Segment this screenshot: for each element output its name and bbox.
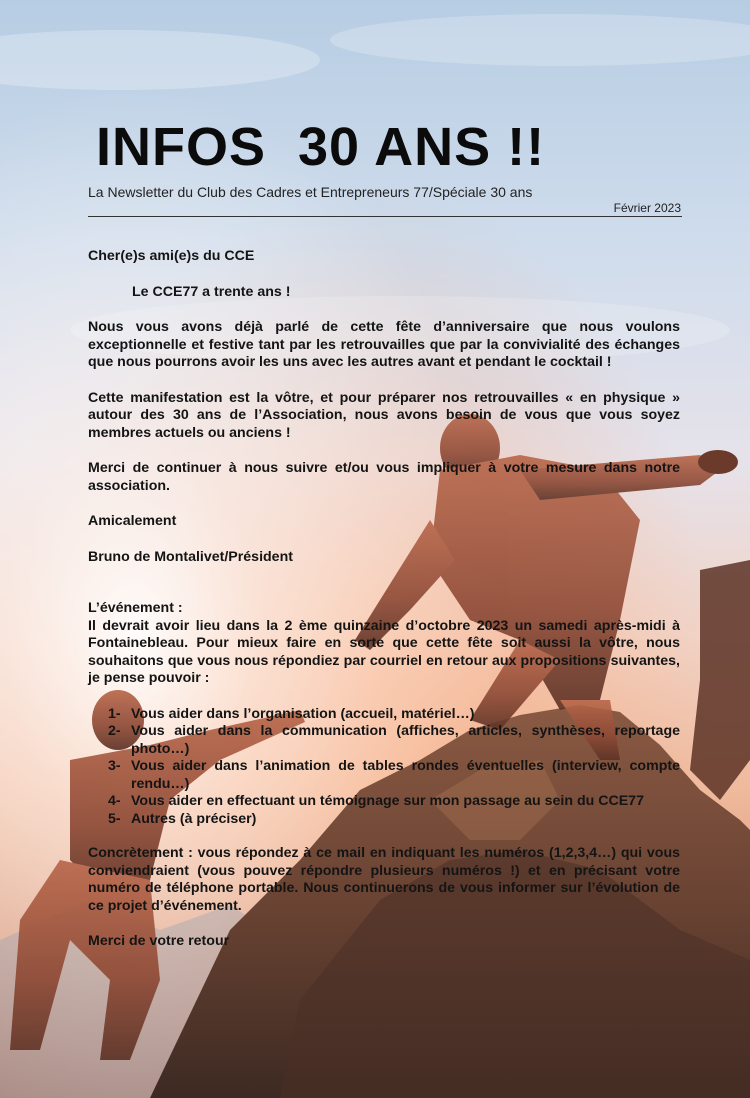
list-text: Vous aider dans la communication (affiches, articles, synthèses, reportage photo…) xyxy=(131,723,680,757)
issue-date: Février 2023 xyxy=(613,201,681,215)
list-item xyxy=(108,758,680,793)
list-item xyxy=(108,793,680,811)
event-heading: L’événement : xyxy=(88,600,183,616)
paragraph-anniversary: Nous vous avons déjà parlé de cette fête d’anniversaire que nous voulons exceptionnelle et festive tant par les retrouvailles que par la convivialité des échanges que nous pourrons avoir les uns avec les autres avant et pendant le cocktail ! xyxy=(88,319,680,370)
list-text: Vous aider en effectuant un témoignage sur mon passage au sein du CCE77 xyxy=(131,793,644,809)
list-number: 3- xyxy=(108,758,121,774)
list-number: 1- xyxy=(108,705,121,722)
thanks: Merci de votre retour xyxy=(88,933,230,949)
list-text: Vous aider dans l’organisation (accueil, matériel…) xyxy=(131,705,475,722)
list-number: 4- xyxy=(108,793,121,809)
paragraph-support: Merci de continuer à nous suivre et/ou vous impliquer à votre mesure dans notre association. xyxy=(88,460,680,494)
list-text: Autres (à préciser) xyxy=(131,810,257,827)
letter-body xyxy=(88,248,680,969)
event-intro: Il devrait avoir lieu dans la 2 ème quinzaine d’octobre 2023 un samedi après-midi à Fontainebleau. Pour mieux faire en sorte que cette fête soit aussi la vôtre, nous souhaitons que vous nous répondiez par courriel en retour aux propositions suivantes, je pense pouvoir : xyxy=(88,617,680,686)
list-number: 5- xyxy=(108,810,121,827)
newsletter-subtitle: La Newsletter du Club des Cadres et Entrepreneurs 77/Spéciale 30 ans xyxy=(88,184,533,200)
newsletter-title: INFOS 30 ANS !! xyxy=(96,117,546,177)
closing: Amicalement xyxy=(88,513,177,529)
list-item xyxy=(108,810,680,829)
event-section xyxy=(88,600,680,688)
list-number: 2- xyxy=(108,723,121,739)
paragraph-manifestation: Cette manifestation est la vôtre, et pour préparer nos retrouvailles « en physique » autour des 30 ans de l’Association, nous avons besoin de vous que vous soyez membres actuels ou anciens ! xyxy=(88,389,680,441)
list-item xyxy=(108,705,680,724)
header-divider xyxy=(88,216,682,217)
headline: Le CCE77 a trente ans ! xyxy=(132,283,291,300)
greeting: Cher(e)s ami(e)s du CCE xyxy=(88,248,255,264)
list-text: Vous aider dans l’animation de tables rondes éventuelles (interview, compte rendu…) xyxy=(131,758,680,792)
paragraph-instructions: Concrètement : vous répondez à ce mail en indiquant les numéros (1,2,3,4…) qui vous conviendraient (vous pouvez répondre plusieurs numéros !) et en précisant votre numéro de téléphone portable. Nous continuerons de vous informer sur l’évolution de ce projet d’événement. xyxy=(88,845,680,914)
options-list xyxy=(88,706,680,829)
list-item xyxy=(108,723,680,758)
signature: Bruno de Montalivet/Président xyxy=(88,548,293,565)
